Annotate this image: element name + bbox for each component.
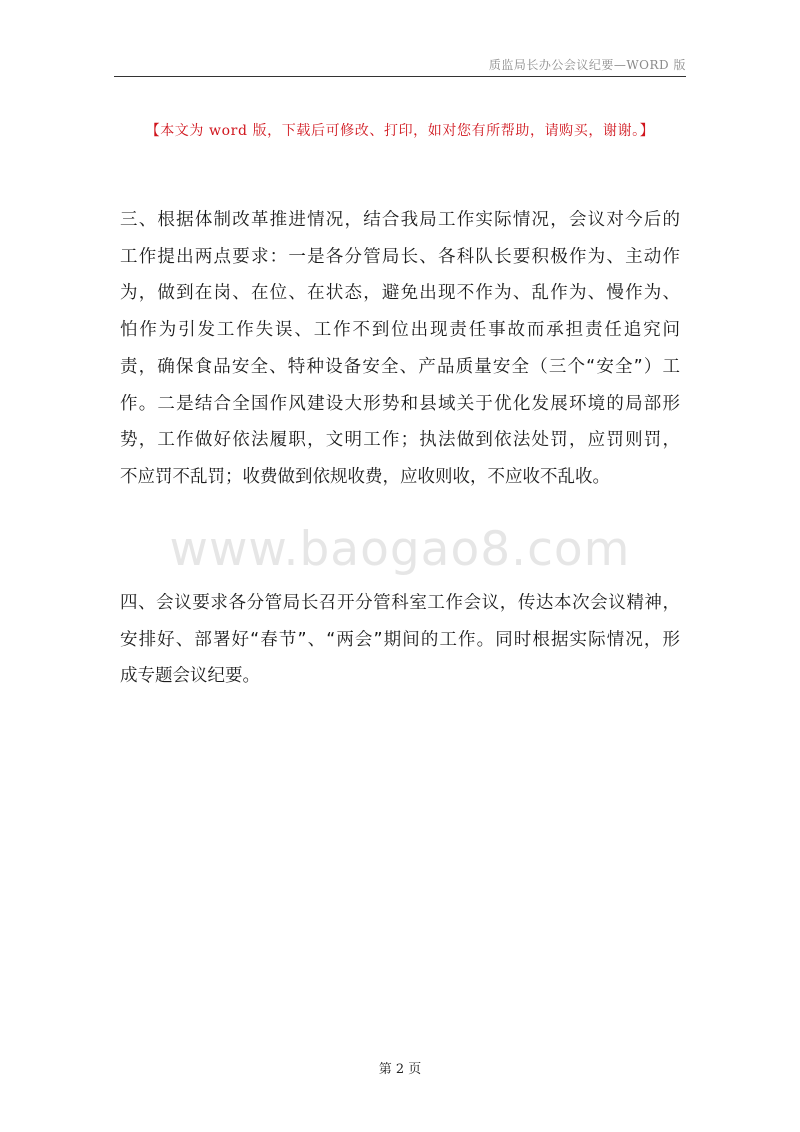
paragraph-line: 三、根据体制改革推进情况，结合我局工作实际情况，会议对今后的 (120, 210, 680, 230)
purchase-notice: 【本文为 word 版，下载后可修改、打印，如对您有所帮助，请购买，谢谢。】 (145, 123, 655, 139)
page-number: 第 2 页 (378, 1062, 422, 1077)
document-header-title: 质监局长办公会议纪要—WORD 版 (488, 58, 686, 72)
paragraph-line: 成专题会议纪要。 (120, 666, 260, 687)
paragraph-line: 工作提出两点要求：一是各分管局长、各科队长要积极作为、主动作 (120, 246, 680, 267)
paragraph-line: 不应罚不乱罚；收费做到依规收费，应收则收，不应收不乱收。 (120, 466, 610, 487)
paragraph-line: 责，确保食品安全、特种设备安全、产品质量安全（三个“安全”）工 (120, 356, 680, 377)
paragraph-line: 安排好、部署好“春节”、“两会”期间的工作。同时根据实际情况，形 (120, 629, 680, 650)
site-watermark: www.baogao8.com (169, 522, 631, 577)
paragraph-line: 为，做到在岗、在位、在状态，避免出现不作为、乱作为、慢作为、 (120, 283, 680, 304)
paragraph-line: 怕作为引发工作失误、工作不到位出现责任事故而承担责任追究问 (120, 320, 680, 341)
paragraph-line: 四、会议要求各分管局长召开分管科室工作会议，传达本次会议精神， (120, 593, 680, 613)
header-divider (114, 76, 686, 77)
paragraph-line: 作。二是结合全国作风建设大形势和县域关于优化发展环境的局部形 (120, 393, 680, 414)
paragraph-line: 势，工作做好依法履职，文明工作；执法做到依法处罚，应罚则罚， (120, 430, 680, 451)
paragraph-section-4 (120, 585, 680, 695)
paragraph-section-3 (120, 202, 680, 496)
